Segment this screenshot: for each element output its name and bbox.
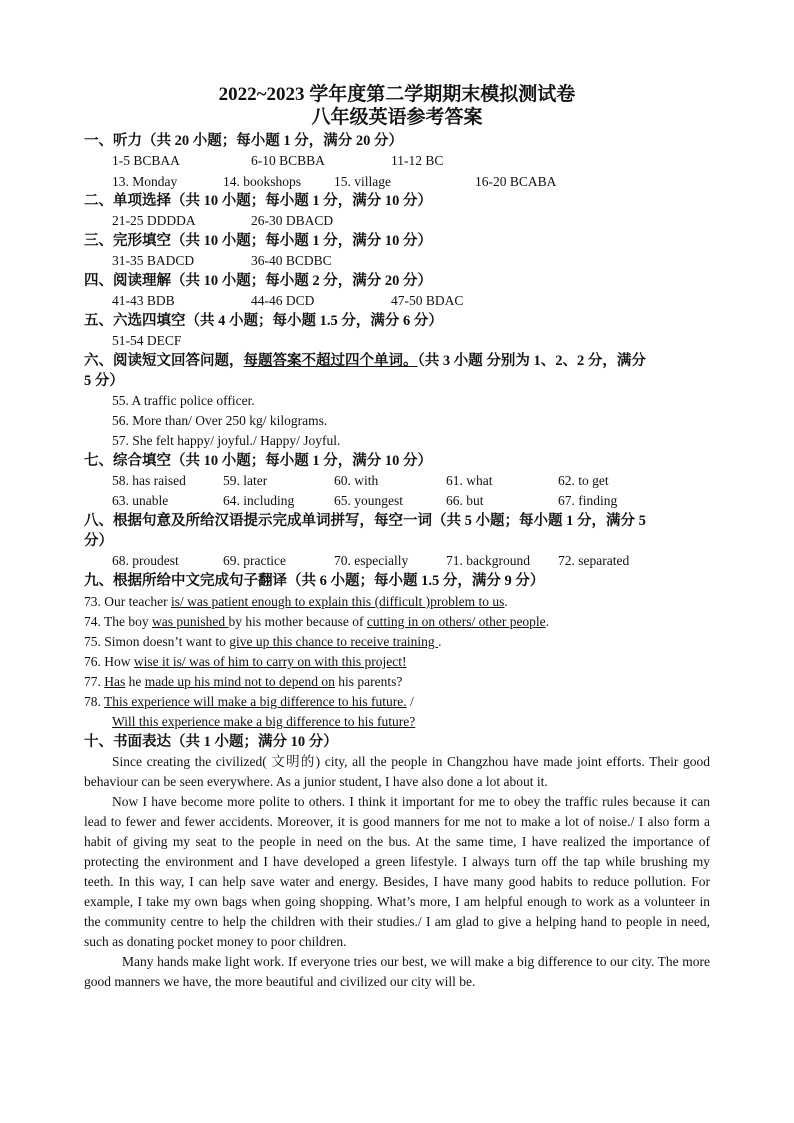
answer-underlined: made up his mind not to depend on xyxy=(144,674,335,689)
sentence-part: 78. xyxy=(84,694,105,709)
section-9-heading: 九、根据所给中文完成句子翻译（共 6 小题；每小题 1.5 分，满分 9 分） xyxy=(84,573,545,589)
answer-underlined: wise it is/ was of him to carry on with this project! xyxy=(133,654,407,669)
section-5-heading: 五、六选四填空（共 4 小题；每小题 1.5 分，满分 6 分） xyxy=(84,313,443,329)
sentence-part: he xyxy=(125,674,145,689)
answer-underlined: This experience will make a big difference to his future. xyxy=(104,694,407,709)
answer-item: 68. proudest xyxy=(112,553,179,568)
answer-item: 11-12 BC xyxy=(391,153,444,168)
answer-item: 51-54 DECF xyxy=(112,333,182,348)
answer-item: 62. to get xyxy=(558,473,609,488)
answer-item: 6-10 BCBBA xyxy=(251,153,325,168)
answer-underlined: cutting in on others/ other people xyxy=(366,614,546,629)
answer-item: 64. including xyxy=(223,493,295,508)
answer-item: 60. with xyxy=(334,473,379,488)
section-4-heading: 四、阅读理解（共 10 小题；每小题 2 分，满分 20 分） xyxy=(84,273,432,289)
answer-underlined: is/ was patient enough to explain this (difficult )problem to us xyxy=(170,594,505,609)
sentence-part: 75. Simon doesn’t want to xyxy=(84,634,230,649)
answer-item: 31-35 BADCD xyxy=(112,253,195,268)
answer-item: 59. later xyxy=(223,473,268,488)
document-subtitle: 八年级英语参考答案 xyxy=(311,107,483,128)
answer-item: 15. village xyxy=(334,174,391,189)
section-3-heading: 三、完形填空（共 10 小题；每小题 1 分，满分 10 分） xyxy=(84,233,432,249)
answer-item: 56. More than/ Over 250 kg/ kilograms. xyxy=(112,413,328,428)
answer-item: 1-5 BCBAA xyxy=(112,153,180,168)
answer-item: 44-46 DCD xyxy=(251,293,315,308)
section-7-heading: 七、综合填空（共 10 小题；每小题 1 分，满分 10 分） xyxy=(84,453,432,469)
sentence-part: 76. How xyxy=(84,654,134,669)
answer-item: 55. A traffic police officer. xyxy=(112,393,255,408)
answer-item: 36-40 BCDBC xyxy=(251,253,332,268)
sentence-part: by his mother because of xyxy=(228,614,367,629)
translation-77 xyxy=(84,672,402,692)
answer-item: 21-25 DDDDA xyxy=(112,213,196,228)
answer-underlined: give up this chance to receive training xyxy=(229,634,439,649)
essay-paragraph-1: Since creating the civilized( 文明的) city, all the people in Changzhou have made joint efforts. Their good behaviour can be seen everywhere. As a junior student, I have also done a lot about it. xyxy=(84,754,710,789)
answer-item: 70. especially xyxy=(334,553,409,568)
translation-78 xyxy=(84,692,414,712)
heading-part: 六、阅读短文回答问题， xyxy=(84,353,244,369)
answer-item: 41-43 BDB xyxy=(112,293,175,308)
answer-underlined: was punished xyxy=(152,614,229,629)
sentence-part: / xyxy=(406,694,414,709)
heading-underlined-part: 每题答案不超过四个单词。 xyxy=(243,353,418,369)
translation-76 xyxy=(84,652,406,672)
answer-item: 61. what xyxy=(446,473,493,488)
sentence-part: 73. Our teacher xyxy=(84,594,171,609)
answer-item: 13. Monday xyxy=(112,174,178,189)
sentence-part: his parents? xyxy=(334,674,403,689)
sentence-part: . xyxy=(545,614,550,629)
sentence-part: . xyxy=(438,634,442,649)
answer-underlined: Has xyxy=(104,674,126,689)
answer-item: 16-20 BCABA xyxy=(475,174,557,189)
sentence-part: 74. The boy xyxy=(84,614,152,629)
answer-item: 66. but xyxy=(446,493,484,508)
essay xyxy=(84,752,710,992)
translation-75 xyxy=(84,632,441,652)
section-1-heading: 一、听力（共 20 小题；每小题 1 分，满分 20 分） xyxy=(84,133,403,149)
answer-item: 14. bookshops xyxy=(223,174,302,189)
sentence-part: . xyxy=(504,594,508,609)
section-6-heading xyxy=(84,351,646,371)
answer-item: 58. has raised xyxy=(112,473,186,488)
answer-underlined: Will this experience make a big difference to his future? xyxy=(112,714,416,729)
section-10-heading: 十、书面表达（共 1 小题；满分 10 分） xyxy=(84,734,338,750)
translation-74 xyxy=(84,612,549,632)
translation-73 xyxy=(84,592,508,612)
answer-item: 47-50 BDAC xyxy=(391,293,464,308)
sentence-part: 77. xyxy=(84,674,105,689)
document-title: 2022~2023 学年度第二学期期末模拟测试卷 xyxy=(218,84,576,105)
essay-paragraph-2: Now I have become more polite to others. I think it important for me to obey the traffic rules because it can lead to fewer and fewer accidents. Moreover, it is good manners for me not to make a lot of noise./ I also form a habit of giving my seat to the people in need on the bus. At the same time, I have realized the importance of protecting the environment and I have developed a green lifestyle. I always turn off the tap while brushing my teeth. In this way, I can help save water and energy. Besides, I have many good habits to reduce pollution. For example, I take my own bags when going shopping. What’s more, I am helpful enough to work as a volunteer in the community centre to help the children with their studies./ I am glad to give a helping hand to people in need, such as donating pocket money to poor children. xyxy=(84,794,710,949)
section-8-heading: 八、根据句意及所给汉语提示完成单词拼写，每空一词（共 5 小题；每小题 1 分，满分 5 xyxy=(84,513,646,529)
answer-item: 65. youngest xyxy=(334,493,403,508)
essay-paragraph-3: Many hands make light work. If everyone tries our best, we will make a big difference to our city. The more good manners we have, the more beautiful and civilized our city will be. xyxy=(84,954,710,989)
heading-part: （共 3 小题 分别为 1、2、2 分，满分 xyxy=(417,353,646,369)
answer-item: 26-30 DBACD xyxy=(251,213,334,228)
section-8-heading-cont: 分） xyxy=(84,533,113,549)
answer-item: 72. separated xyxy=(558,553,630,568)
translation-78-alt xyxy=(112,712,415,732)
answer-item: 57. She felt happy/ joyful./ Happy/ Joyful. xyxy=(112,433,341,448)
answer-item: 63. unable xyxy=(112,493,169,508)
section-6-heading-cont: 5 分） xyxy=(84,373,124,389)
answer-item: 71. background xyxy=(446,553,530,568)
section-2-heading: 二、单项选择（共 10 小题；每小题 1 分，满分 10 分） xyxy=(84,193,432,209)
answer-item: 67. finding xyxy=(558,493,618,508)
answer-item: 69. practice xyxy=(223,553,286,568)
